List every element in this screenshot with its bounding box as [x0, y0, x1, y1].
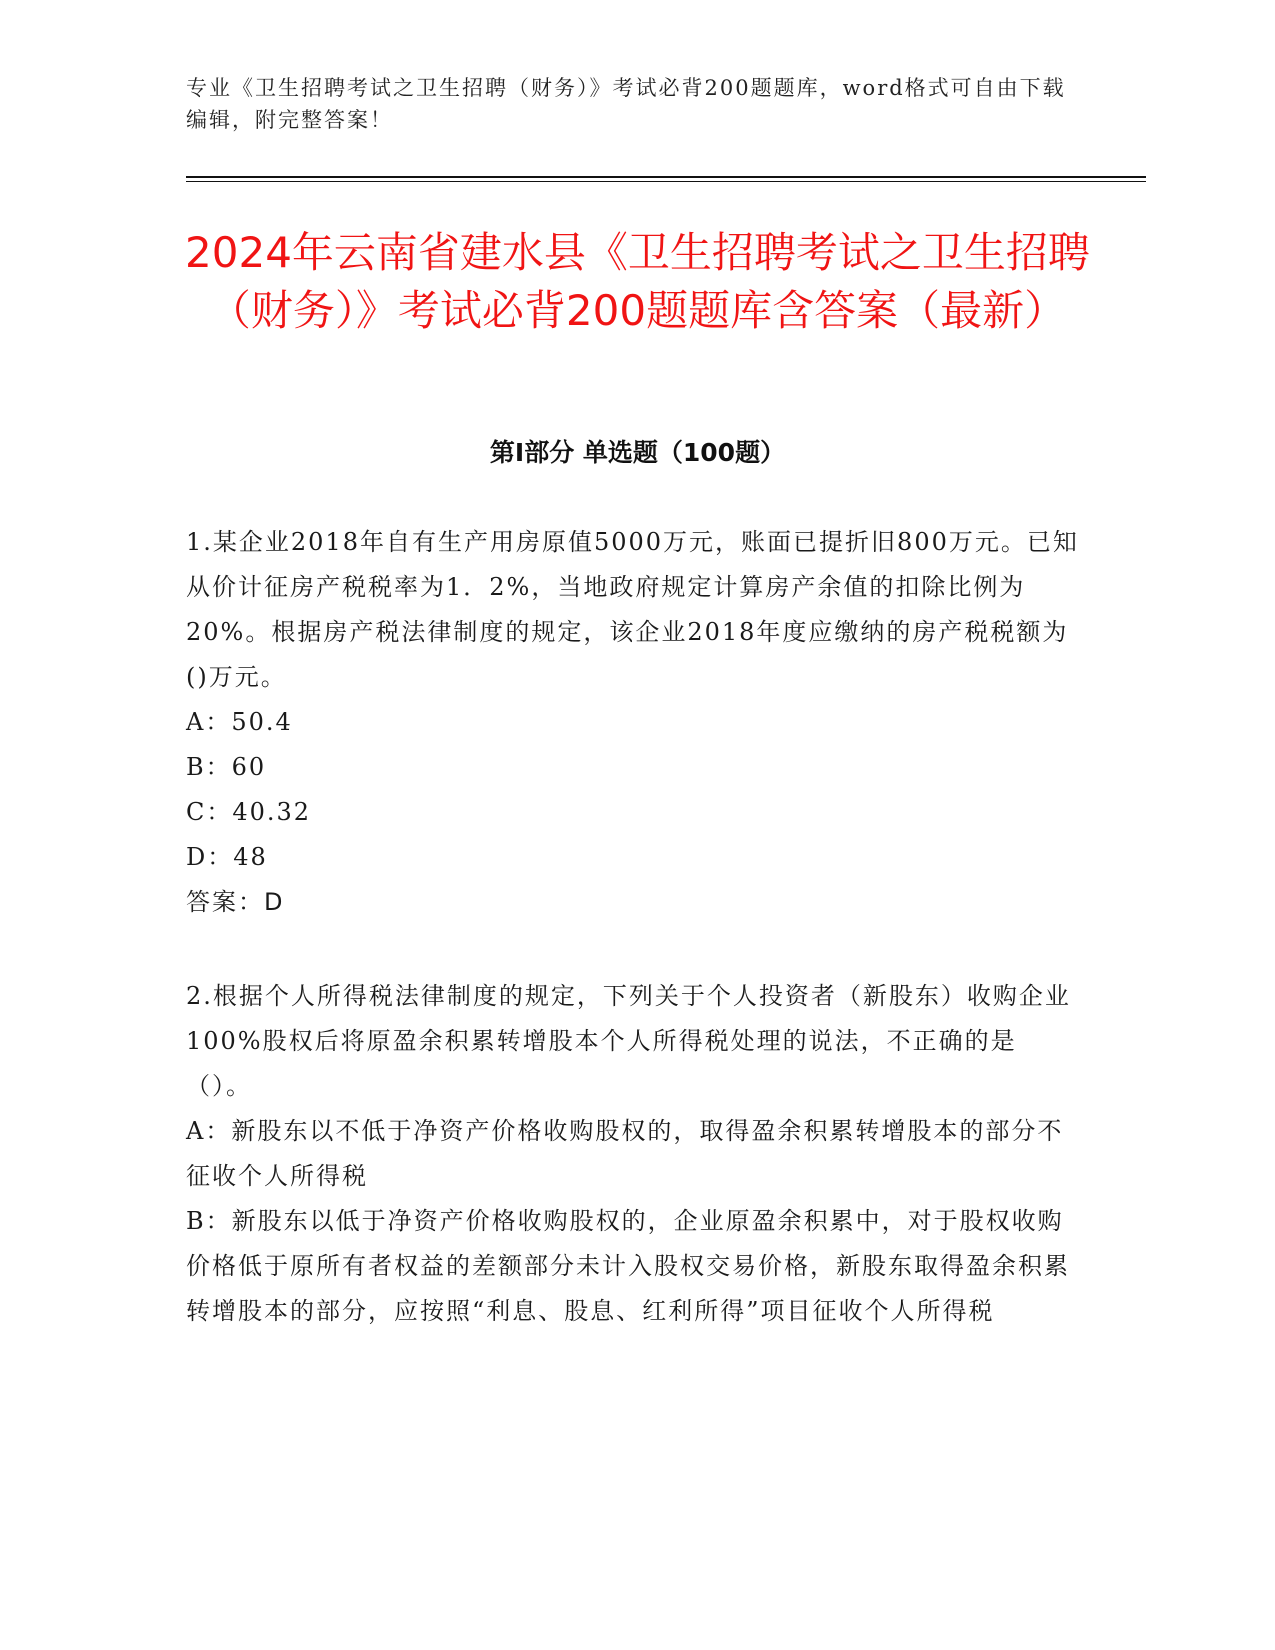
- question-stem: 2.根据个人所得税法律制度的规定，下列关于个人投资者（新股东）收购企业100%股权后将原盈余积累转增股本个人所得税处理的说法，不正确的是（）。: [186, 982, 1071, 1100]
- header-note: 专业《卫生招聘考试之卫生招聘（财务）》考试必背200题题库，word格式可自由下载编辑，附完整答案！: [186, 76, 1066, 132]
- section-heading: 第Ⅰ部分 单选题（100题）: [489, 438, 786, 467]
- option-b: B：新股东以低于净资产价格收购股权的，企业原盈余积累中，对于股权收购价格低于原所有者权益的差额部分未计入股权交易价格，新股东取得盈余积累转增股本的部分，应按照“利息、股息、红利所得”项目征收个人所得税: [186, 1207, 1070, 1325]
- option-a: A：新股东以不低于净资产价格收购股权的，取得盈余积累转增股本的部分不征收个人所得税: [186, 1117, 1064, 1190]
- option-b: B：60: [186, 753, 267, 781]
- question-2: [186, 974, 1081, 1334]
- option-a: A：50.4: [186, 708, 293, 736]
- question-1: [186, 520, 1081, 925]
- option-c: C：40.32: [186, 798, 312, 826]
- header-divider-thin: [186, 181, 1146, 182]
- header-divider-thick: [186, 176, 1146, 178]
- document-title: 2024年云南省建水县《卫生招聘考试之卫生招聘（财务）》考试必背200题题库含答案（最新）: [185, 228, 1090, 335]
- answer-line: 答案：D: [186, 888, 285, 916]
- option-d: D：48: [186, 843, 268, 871]
- question-stem: 1.某企业2018年自有生产用房原值5000万元，账面已提折旧800万元。已知从价计征房产税税率为1．2%，当地政府规定计算房产余值的扣除比例为20%。根据房产税法律制度的规定，该企业2018年度应缴纳的房产税税额为()万元。: [186, 528, 1079, 691]
